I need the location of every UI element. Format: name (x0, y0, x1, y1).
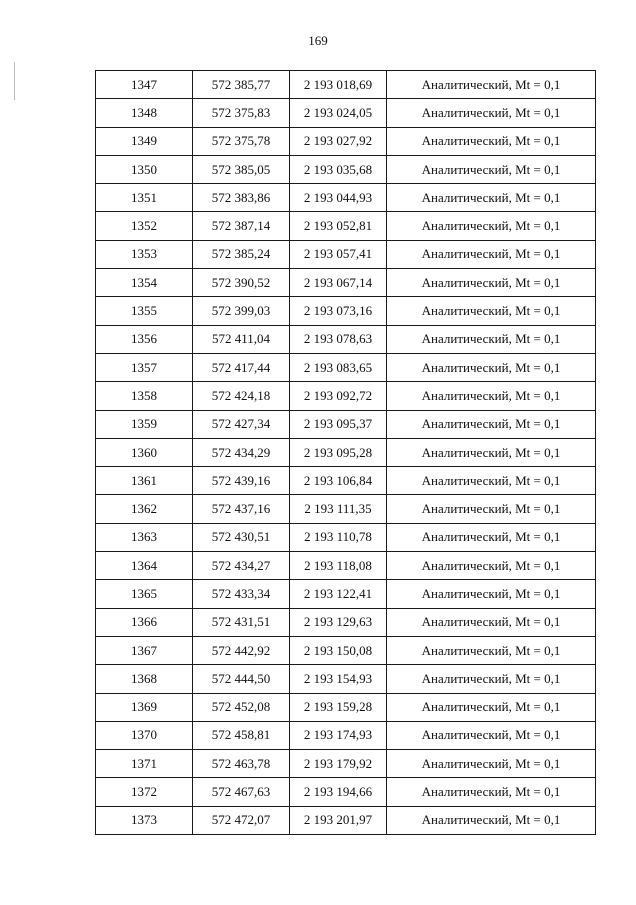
method-cell: Аналитический, Mt = 0,1 (387, 240, 596, 268)
table-row (96, 155, 596, 183)
method-cell: Аналитический, Mt = 0,1 (387, 636, 596, 664)
point-number-cell: 1373 (96, 806, 193, 834)
x-coordinate-cell: 572 375,78 (193, 127, 290, 155)
x-coordinate-cell: 572 439,16 (193, 467, 290, 495)
method-cell: Аналитический, Mt = 0,1 (387, 608, 596, 636)
method-cell: Аналитический, Mt = 0,1 (387, 325, 596, 353)
table-row (96, 495, 596, 523)
x-coordinate-cell: 572 430,51 (193, 523, 290, 551)
point-number-cell: 1360 (96, 438, 193, 466)
y-coordinate-cell: 2 193 067,14 (290, 269, 387, 297)
point-number-cell: 1353 (96, 240, 193, 268)
coordinates-table-body (96, 71, 596, 835)
y-coordinate-cell: 2 193 179,92 (290, 750, 387, 778)
coordinates-table (95, 70, 596, 835)
point-number-cell: 1355 (96, 297, 193, 325)
x-coordinate-cell: 572 411,04 (193, 325, 290, 353)
method-cell: Аналитический, Mt = 0,1 (387, 184, 596, 212)
method-cell: Аналитический, Mt = 0,1 (387, 665, 596, 693)
page-number: 169 (308, 33, 328, 48)
y-coordinate-cell: 2 193 027,92 (290, 127, 387, 155)
y-coordinate-cell: 2 193 159,28 (290, 693, 387, 721)
y-coordinate-cell: 2 193 201,97 (290, 806, 387, 834)
y-coordinate-cell: 2 193 095,28 (290, 438, 387, 466)
x-coordinate-cell: 572 442,92 (193, 636, 290, 664)
x-coordinate-cell: 572 417,44 (193, 353, 290, 381)
table-row (96, 778, 596, 806)
y-coordinate-cell: 2 193 052,81 (290, 212, 387, 240)
x-coordinate-cell: 572 444,50 (193, 665, 290, 693)
table-row (96, 665, 596, 693)
method-cell: Аналитический, Mt = 0,1 (387, 155, 596, 183)
y-coordinate-cell: 2 193 150,08 (290, 636, 387, 664)
table-row (96, 297, 596, 325)
method-cell: Аналитический, Mt = 0,1 (387, 693, 596, 721)
table-row (96, 325, 596, 353)
method-cell: Аналитический, Mt = 0,1 (387, 438, 596, 466)
table-row (96, 240, 596, 268)
table-row (96, 184, 596, 212)
table-row (96, 212, 596, 240)
method-cell: Аналитический, Mt = 0,1 (387, 382, 596, 410)
y-coordinate-cell: 2 193 118,08 (290, 552, 387, 580)
table-row (96, 580, 596, 608)
y-coordinate-cell: 2 193 110,78 (290, 523, 387, 551)
x-coordinate-cell: 572 437,16 (193, 495, 290, 523)
method-cell: Аналитический, Mt = 0,1 (387, 353, 596, 381)
table-row (96, 523, 596, 551)
x-coordinate-cell: 572 390,52 (193, 269, 290, 297)
y-coordinate-cell: 2 193 154,93 (290, 665, 387, 693)
y-coordinate-cell: 2 193 111,35 (290, 495, 387, 523)
point-number-cell: 1361 (96, 467, 193, 495)
point-number-cell: 1352 (96, 212, 193, 240)
method-cell: Аналитический, Mt = 0,1 (387, 580, 596, 608)
point-number-cell: 1357 (96, 353, 193, 381)
x-coordinate-cell: 572 452,08 (193, 693, 290, 721)
x-coordinate-cell: 572 385,24 (193, 240, 290, 268)
x-coordinate-cell: 572 434,29 (193, 438, 290, 466)
method-cell: Аналитический, Mt = 0,1 (387, 71, 596, 99)
table-row (96, 467, 596, 495)
method-cell: Аналитический, Mt = 0,1 (387, 495, 596, 523)
method-cell: Аналитический, Mt = 0,1 (387, 127, 596, 155)
y-coordinate-cell: 2 193 083,65 (290, 353, 387, 381)
y-coordinate-cell: 2 193 129,63 (290, 608, 387, 636)
x-coordinate-cell: 572 387,14 (193, 212, 290, 240)
table-row (96, 382, 596, 410)
y-coordinate-cell: 2 193 095,37 (290, 410, 387, 438)
y-coordinate-cell: 2 193 174,93 (290, 721, 387, 749)
method-cell: Аналитический, Mt = 0,1 (387, 806, 596, 834)
table-row (96, 353, 596, 381)
point-number-cell: 1349 (96, 127, 193, 155)
x-coordinate-cell: 572 431,51 (193, 608, 290, 636)
x-coordinate-cell: 572 383,86 (193, 184, 290, 212)
table-row (96, 552, 596, 580)
y-coordinate-cell: 2 193 106,84 (290, 467, 387, 495)
table-row (96, 693, 596, 721)
point-number-cell: 1369 (96, 693, 193, 721)
table-row (96, 269, 596, 297)
y-coordinate-cell: 2 193 018,69 (290, 71, 387, 99)
method-cell: Аналитический, Mt = 0,1 (387, 297, 596, 325)
x-coordinate-cell: 572 375,83 (193, 99, 290, 127)
point-number-cell: 1351 (96, 184, 193, 212)
point-number-cell: 1363 (96, 523, 193, 551)
method-cell: Аналитический, Mt = 0,1 (387, 523, 596, 551)
x-coordinate-cell: 572 399,03 (193, 297, 290, 325)
y-coordinate-cell: 2 193 057,41 (290, 240, 387, 268)
scan-margin-mark (14, 62, 15, 100)
y-coordinate-cell: 2 193 194,66 (290, 778, 387, 806)
point-number-cell: 1366 (96, 608, 193, 636)
y-coordinate-cell: 2 193 122,41 (290, 580, 387, 608)
table-row (96, 750, 596, 778)
x-coordinate-cell: 572 433,34 (193, 580, 290, 608)
table-row (96, 806, 596, 834)
table-row (96, 438, 596, 466)
x-coordinate-cell: 572 467,63 (193, 778, 290, 806)
point-number-cell: 1364 (96, 552, 193, 580)
point-number-cell: 1362 (96, 495, 193, 523)
method-cell: Аналитический, Mt = 0,1 (387, 552, 596, 580)
method-cell: Аналитический, Mt = 0,1 (387, 269, 596, 297)
method-cell: Аналитический, Mt = 0,1 (387, 467, 596, 495)
x-coordinate-cell: 572 385,05 (193, 155, 290, 183)
method-cell: Аналитический, Mt = 0,1 (387, 410, 596, 438)
point-number-cell: 1350 (96, 155, 193, 183)
point-number-cell: 1365 (96, 580, 193, 608)
y-coordinate-cell: 2 193 035,68 (290, 155, 387, 183)
point-number-cell: 1354 (96, 269, 193, 297)
x-coordinate-cell: 572 458,81 (193, 721, 290, 749)
y-coordinate-cell: 2 193 092,72 (290, 382, 387, 410)
point-number-cell: 1367 (96, 636, 193, 664)
x-coordinate-cell: 572 463,78 (193, 750, 290, 778)
point-number-cell: 1368 (96, 665, 193, 693)
table-row (96, 410, 596, 438)
method-cell: Аналитический, Mt = 0,1 (387, 778, 596, 806)
y-coordinate-cell: 2 193 073,16 (290, 297, 387, 325)
table-row (96, 127, 596, 155)
table-row (96, 721, 596, 749)
point-number-cell: 1347 (96, 71, 193, 99)
point-number-cell: 1371 (96, 750, 193, 778)
point-number-cell: 1370 (96, 721, 193, 749)
point-number-cell: 1358 (96, 382, 193, 410)
x-coordinate-cell: 572 424,18 (193, 382, 290, 410)
x-coordinate-cell: 572 385,77 (193, 71, 290, 99)
y-coordinate-cell: 2 193 044,93 (290, 184, 387, 212)
point-number-cell: 1359 (96, 410, 193, 438)
y-coordinate-cell: 2 193 024,05 (290, 99, 387, 127)
table-row (96, 99, 596, 127)
method-cell: Аналитический, Mt = 0,1 (387, 99, 596, 127)
method-cell: Аналитический, Mt = 0,1 (387, 750, 596, 778)
point-number-cell: 1356 (96, 325, 193, 353)
point-number-cell: 1372 (96, 778, 193, 806)
table-row (96, 71, 596, 99)
method-cell: Аналитический, Mt = 0,1 (387, 212, 596, 240)
x-coordinate-cell: 572 434,27 (193, 552, 290, 580)
x-coordinate-cell: 572 427,34 (193, 410, 290, 438)
x-coordinate-cell: 572 472,07 (193, 806, 290, 834)
point-number-cell: 1348 (96, 99, 193, 127)
y-coordinate-cell: 2 193 078,63 (290, 325, 387, 353)
table-row (96, 608, 596, 636)
method-cell: Аналитический, Mt = 0,1 (387, 721, 596, 749)
table-row (96, 636, 596, 664)
